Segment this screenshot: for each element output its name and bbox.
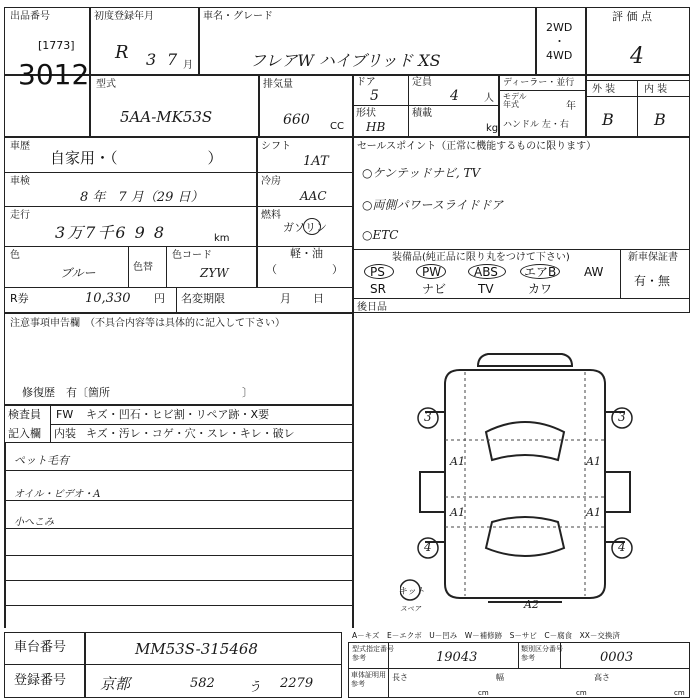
divider [348,668,690,669]
repair-label: 修復歴 有〔箇所 〕 [22,386,253,399]
divider [84,632,86,698]
divider [4,172,352,173]
divider [352,137,354,313]
score-label: 評 価 点 [612,10,652,23]
notes-label: 注意事項申告欄 （不具合内容等は具体的に記入して下さい） [10,318,285,329]
divider [4,206,352,207]
exterior-value: B [602,110,614,129]
divider [620,249,621,298]
exterior-label: 外 装 [592,84,616,95]
reg-month-unit: 月 [183,60,193,71]
damage-mark: A1 [586,455,601,468]
doors-label: ドア [356,77,376,88]
equip-airbag: エアB [524,265,557,279]
recycle-value: 10,330 [85,291,131,306]
spare-sub: スペア [400,605,421,613]
damage-mark: A1 [450,506,465,519]
damage-mark: 3 [424,410,432,424]
inspector-note-3: 小へこみ [14,517,54,528]
color-value: ブルー [60,266,96,280]
model-year-label: モデル 年式 [503,92,527,109]
reg-kana: う [248,680,262,695]
equip-ps: PS [370,265,385,279]
divider [518,642,519,668]
divider [498,74,500,137]
inspector-note-2: オイル・ビデオ・A [14,489,101,500]
lot-number: 3012 [18,58,90,91]
divider [585,7,587,137]
color-code-label: 色コード [172,250,212,261]
drive-dot: ・ [554,35,565,48]
name-label: 車名・グレード [203,11,273,22]
damage-mark: 3 [618,410,626,424]
divider [637,80,638,137]
damage-codes: A－キズ E－エクボ U－凹み W－補修跡 S－サビ C－腐食 XX－交換済 [352,631,620,640]
inspection-value: 8 年 7 月（29 日） [80,190,204,205]
history-label: 車歴 [10,141,30,152]
cm-unit: cm [674,689,685,697]
sales-label: セールスポイント（正常に機能するものに限ります） [357,141,597,152]
model-value: 5AA-MK53S [120,108,213,126]
mileage-label: 走行 [10,210,30,221]
sales-point-2: ○両側パワースライドドア [362,198,504,212]
fuel-value: ガソリン [283,221,327,234]
divider [535,7,537,74]
color-change-label: 色替 [133,262,153,273]
color-code-value: ZYW [200,266,229,280]
damage-mark: A1 [450,455,465,468]
rule-line [352,313,354,628]
displacement-label: 排気量 [263,79,293,90]
reference-frame [348,642,690,698]
sales-point-1: ○ケンテッドナビ, TV [362,166,481,180]
equipment-grid [360,264,618,298]
inspection-label: 車検 [10,176,30,187]
damage-mark: A2 [524,598,539,611]
spare-label: キット [398,587,425,597]
ac-label: 冷房 [261,176,281,187]
cert-label: 車体証明用 参考 [351,671,386,688]
interior-items-label: 内装 [54,427,76,440]
equip-circle [416,264,446,279]
capacity-value: 4 [450,88,459,104]
ac-value: AAC [300,189,327,203]
divider [352,249,690,250]
shift-label: シフト [261,141,291,152]
equip-tv: TV [478,282,494,296]
rule-line [4,555,354,556]
shift-value: 1AT [303,154,329,169]
drive-4wd: 4WD [546,49,573,62]
sales-point-3: ○ETC [362,228,399,242]
equip-sr: SR [370,282,386,296]
divider [352,298,690,299]
frame-value: 19043 [436,650,478,665]
equip-aw: AW [584,265,604,279]
color-label: 色 [10,250,20,261]
warranty-value: 有・無 [634,274,671,288]
capacity-unit: 人 [484,93,494,104]
interior-label: 内 装 [644,84,668,95]
warranty-label: 新車保証書 [628,252,678,263]
height-label: 高さ [594,673,610,682]
capacity-label: 定員 [412,77,432,88]
interior-value: B [654,110,666,129]
divider [258,74,260,137]
displacement-value: 660 [283,112,310,128]
drive-2wd: 2WD [546,21,573,34]
interior-items: キズ・汚レ・コゲ・穴・スレ・キレ・破レ [86,427,295,440]
reg-label: 登録番号 [14,673,67,688]
damage-mark: 4 [618,540,626,554]
doors-value: 5 [370,88,379,104]
divider [166,246,167,287]
frame-label: 型式指定番号 参考 [352,645,394,662]
divider [128,246,129,287]
later-label: 後日品 [357,302,387,313]
damage-mark: 4 [424,540,432,554]
rule-line [4,500,354,501]
equipment-label: 装備品(純正品に限り丸をつけて下さい) [392,252,570,263]
cm-unit: cm [576,689,587,697]
mileage-unit: km [214,233,230,244]
divider [498,90,585,91]
divider [256,137,258,287]
cm-unit: cm [478,689,489,697]
dealer-label: ディーラー・並行 [503,78,575,88]
mileage-value: 3万7千6 9 8 [55,223,167,242]
model-year-unit: 年 [566,101,576,112]
recycle-label: R券 [10,292,29,305]
equip-abs: ABS [474,265,498,279]
fw-items: キズ・凹石・ヒビ割・リペア跡・X要 [86,408,270,421]
reg-era: R [115,42,129,63]
shape-value: HB [366,120,386,134]
class-value: 0003 [600,650,634,665]
car-diagram [400,352,650,612]
rule-line [4,605,354,606]
fuel-paren: （ ） [266,263,343,276]
displacement-unit: CC [330,121,344,132]
chassis-value: MM53S-315468 [135,640,258,658]
inspector-label-1: 検査員 [8,408,41,421]
reg-month: 7 [167,50,178,69]
lot-label: 出品番号 [10,11,50,22]
inspector-label-2: 記入欄 [8,427,41,440]
inspector-note-1: ペット毛有 [14,454,69,467]
fuel-label: 燃料 [261,210,281,221]
name-change-value: 月 日 [280,292,324,305]
fw-label: FW [56,408,74,421]
shape-label: 形状 [356,108,376,119]
divider [50,424,354,425]
header-frame [4,7,690,137]
rule-line [4,470,354,471]
divider [198,7,200,74]
name-value: フレアW ハイブリッド XS [250,51,441,70]
recycle-unit: 円 [154,292,165,305]
equip-circle [520,264,560,279]
lot-sub: [1773] [38,39,75,52]
divider [176,287,177,313]
equip-navi: ナビ [422,282,447,296]
equip-circle [364,264,394,279]
equip-circle [468,264,506,279]
handle-label: ハンドル 左・右 [503,120,569,130]
equip-pw: PW [422,265,442,279]
divider [585,80,690,81]
reg-city: 京都 [100,675,131,693]
chassis-label: 車台番号 [14,640,67,655]
fuel-alt: 軽・油 [290,247,323,260]
rule-line [4,443,6,628]
reg-class: 582 [190,676,215,691]
model-label: 型式 [96,79,116,90]
divider [4,74,690,76]
history-value: 自家用・（ ） [50,149,223,167]
name-change-label: 名変期限 [181,292,225,305]
class-label: 類別区分番号 参考 [521,645,563,662]
rule-line [4,528,354,529]
divider [4,664,342,665]
length-label: 長さ [392,673,408,682]
equip-leather: カワ [528,282,553,296]
first-reg-label: 初度登録年月 [94,11,154,22]
score-value: 4 [630,44,644,69]
reg-year: 3 [146,50,157,69]
rule-line [4,580,354,581]
load-unit: kg [486,123,499,134]
divider [4,287,352,288]
reg-number: 2279 [280,676,314,691]
width-label: 幅 [496,673,504,682]
damage-mark: A1 [586,506,601,519]
load-label: 積載 [412,108,432,119]
fuel-circle [303,218,321,235]
divider [352,105,498,106]
